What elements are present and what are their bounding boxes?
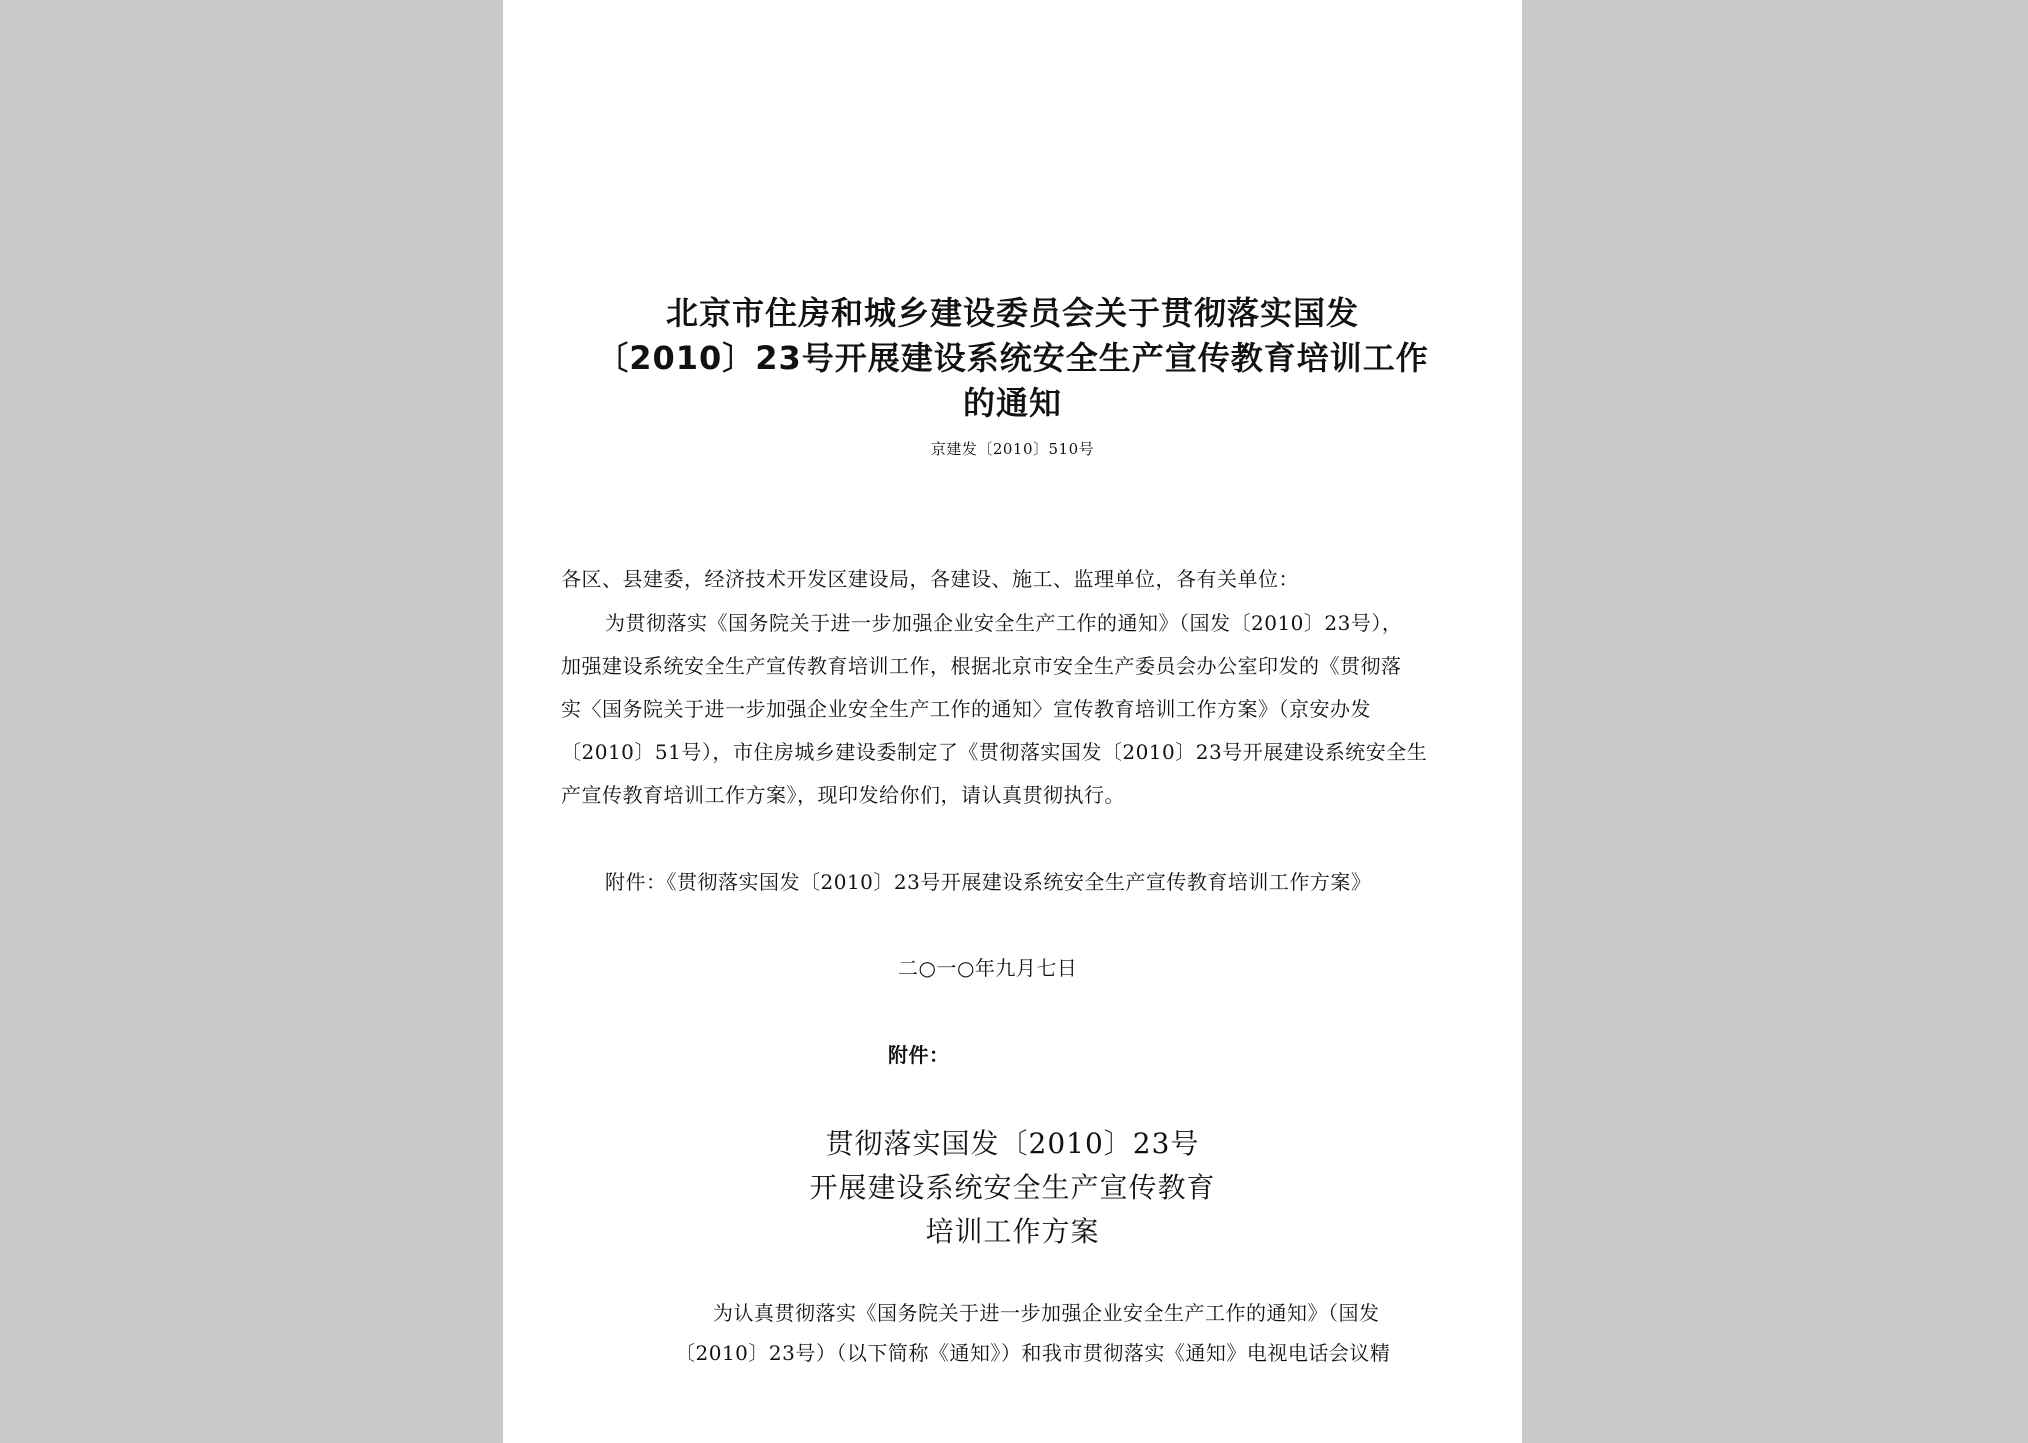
body-line-4: 〔2010〕51号），市住房城乡建设委制定了《贯彻落实国发〔2010〕23号开展建设系统安全生 [561,740,1428,764]
body-line-5: 产宣传教育培训工作方案》，现印发给你们，请认真贯彻执行。 [561,783,1125,807]
annex-body-line-2: 〔2010〕23号）（以下简称《通知》）和我市贯彻落实《通知》电视电话会议精 [675,1341,1391,1365]
addressee: 各区、县建委，经济技术开发区建设局，各建设、施工、监理单位，各有关单位： [561,567,1299,591]
attachment-note: 附件：《贯彻落实国发〔2010〕23号开展建设系统安全生产宣传教育培训工作方案》 [605,870,1372,894]
annex-title-line-2: 开展建设系统安全生产宣传教育 [809,1171,1216,1204]
attachment-label: 附件： [888,1043,950,1067]
document-page [503,0,1522,1443]
document-title-line-2: 〔2010〕23号开展建设系统安全生产宣传教育培训工作 [596,339,1429,377]
body-line-1: 为贯彻落实《国务院关于进一步加强企业安全生产工作的通知》（国发〔2010〕23号）， [605,611,1403,635]
document-title-line-1: 北京市住房和城乡建设委员会关于贯彻落实国发 [665,294,1359,332]
document-title-line-3: 的通知 [962,384,1062,422]
document-number: 京建发〔2010〕510号 [930,440,1095,458]
annex-title-line-1: 贯彻落实国发〔2010〕23号 [825,1127,1200,1160]
body-line-3: 实〈国务院关于进一步加强企业安全生产工作的通知〉宣传教育培训工作方案》（京安办发 [561,697,1371,721]
annex-body-line-1: 为认真贯彻落实《国务院关于进一步加强企业安全生产工作的通知》（国发 [713,1301,1380,1325]
annex-title-line-3: 培训工作方案 [925,1215,1100,1248]
issue-date: 二○一○年九月七日 [898,956,1078,980]
body-line-2: 加强建设系统安全生产宣传教育培训工作，根据北京市安全生产委员会办公室印发的《贯彻落 [561,654,1402,678]
